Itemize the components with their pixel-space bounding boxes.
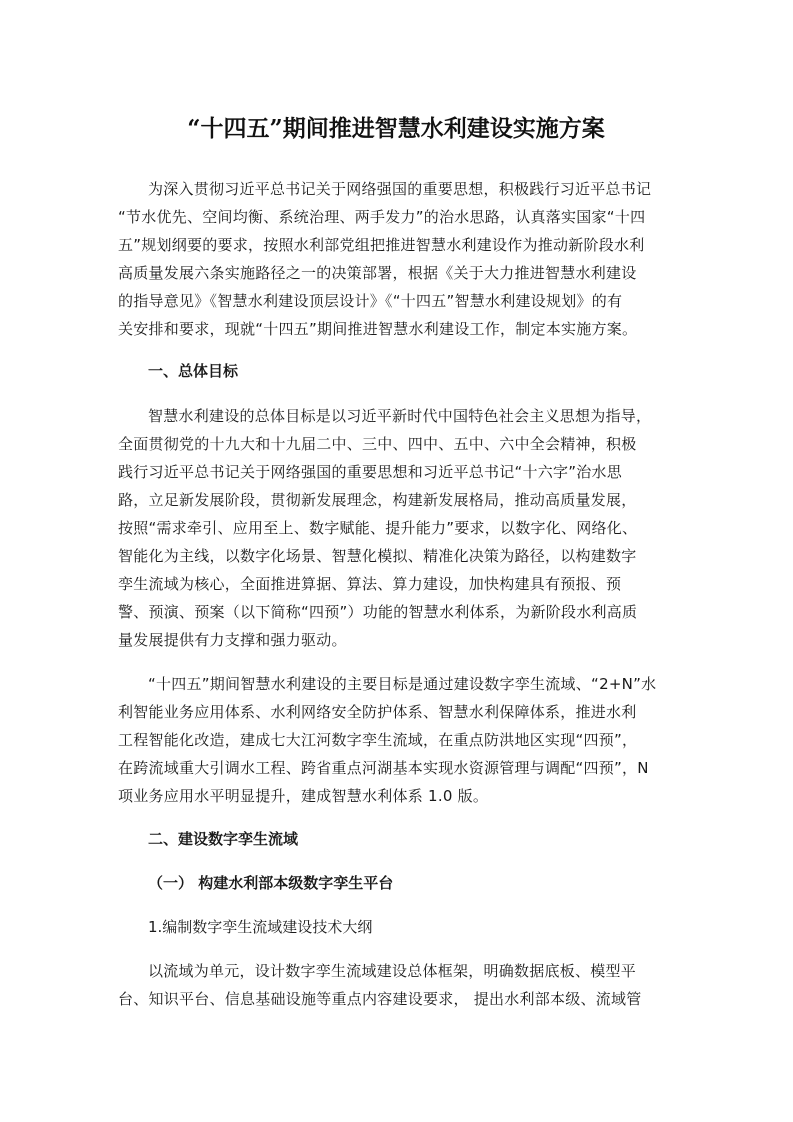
section-heading-digital-twin: 二、建设数字孪生流域 — [148, 830, 299, 848]
paragraph-line: 的指导意见》《智慧水利建设顶层设计》《“十四五”智慧水利建设规划》的有 — [118, 292, 623, 310]
paragraph-line: 智慧水利建设的总体目标是以习近平新时代中国特色社会主义思想为指导， — [148, 407, 652, 425]
intro-paragraph — [118, 175, 674, 343]
overall-goal-paragraph — [118, 402, 674, 654]
paragraph-line: 为深入贯彻习近平总书记关于网络强国的重要思想，积极践行习近平总书记 — [148, 180, 652, 198]
paragraph-line: “十四五”期间智慧水利建设的主要目标是通过建设数字孪生流域、“2+N”水 — [148, 675, 657, 693]
paragraph-line: 践行习近平总书记关于网络强国的重要思想和习近平总书记“十六字”治水思 — [118, 463, 623, 481]
paragraph-line: 台、知识平台、信息基础设施等重点内容建设要求， 提出水利部本级、流域管 — [118, 990, 642, 1008]
technical-outline-paragraph — [118, 957, 674, 1013]
paragraph-line: 孪生流域为核心，全面推进算据、算法、算力建设，加快构建具有预报、预 — [118, 575, 622, 593]
item-heading-technical-outline: 1.编制数字孪生流域建设技术大纲 — [148, 918, 373, 936]
paragraph-line: 高质量发展六条实施路径之一的决策部署，根据《关于大力推进智慧水利建设 — [118, 264, 637, 282]
paragraph-line: 工程智能化改造，建成七大江河数字孪生流域，在重点防洪地区实现“四预”， — [118, 731, 638, 749]
paragraph-line: 关安排和要求，现就“十四五”期间推进智慧水利建设工作，制定本实施方案。 — [118, 320, 638, 338]
subsection-heading-platform: （一） 构建水利部本级数字孪生平台 — [148, 874, 394, 892]
paragraph-line: 以流域为单元，设计数字孪生流域建设总体框架，明确数据底板、模型平 — [148, 962, 637, 980]
paragraph-line: 全面贯彻党的十九大和十九届二中、三中、四中、五中、六中全会精神，积极 — [118, 435, 637, 453]
paragraph-line: 五”规划纲要的要求，按照水利部党组把推进智慧水利建设作为推动新阶段水利 — [118, 236, 645, 254]
paragraph-line: 路，立足新发展阶段，贯彻新发展理念，构建新发展格局，推动高质量发展， — [118, 491, 637, 509]
paragraph-line: 项业务应用水平明显提升，建成智慧水利体系 1.0 版。 — [118, 787, 489, 805]
paragraph-line: 警、预演、预案（以下简称“四预”）功能的智慧水利体系，为新阶段水利高质 — [118, 603, 638, 621]
paragraph-line: 智能化为主线，以数字化场景、智慧化模拟、精准化决策为路径，以构建数字 — [118, 547, 637, 565]
paragraph-line: 在跨流域重大引调水工程、跨省重点河湖基本实现水资源管理与调配“四预”，N — [118, 759, 649, 777]
paragraph-line: 按照“需求牵引、应用至上、数字赋能、提升能力”要求，以数字化、网络化、 — [118, 519, 638, 537]
paragraph-line: 利智能业务应用体系、水利网络安全防护体系、智慧水利保障体系，推进水利 — [118, 703, 637, 721]
paragraph-line: 量发展提供有力支撑和强力驱动。 — [118, 631, 347, 649]
document-title: “十四五”期间推进智慧水利建设实施方案 — [187, 115, 605, 142]
paragraph-line: “节水优先、空间均衡、系统治理、两手发力”的治水思路，认真落实国家“十四 — [118, 208, 646, 226]
section-heading-overall-goal: 一、总体目标 — [148, 362, 239, 380]
main-goal-paragraph — [118, 670, 674, 810]
